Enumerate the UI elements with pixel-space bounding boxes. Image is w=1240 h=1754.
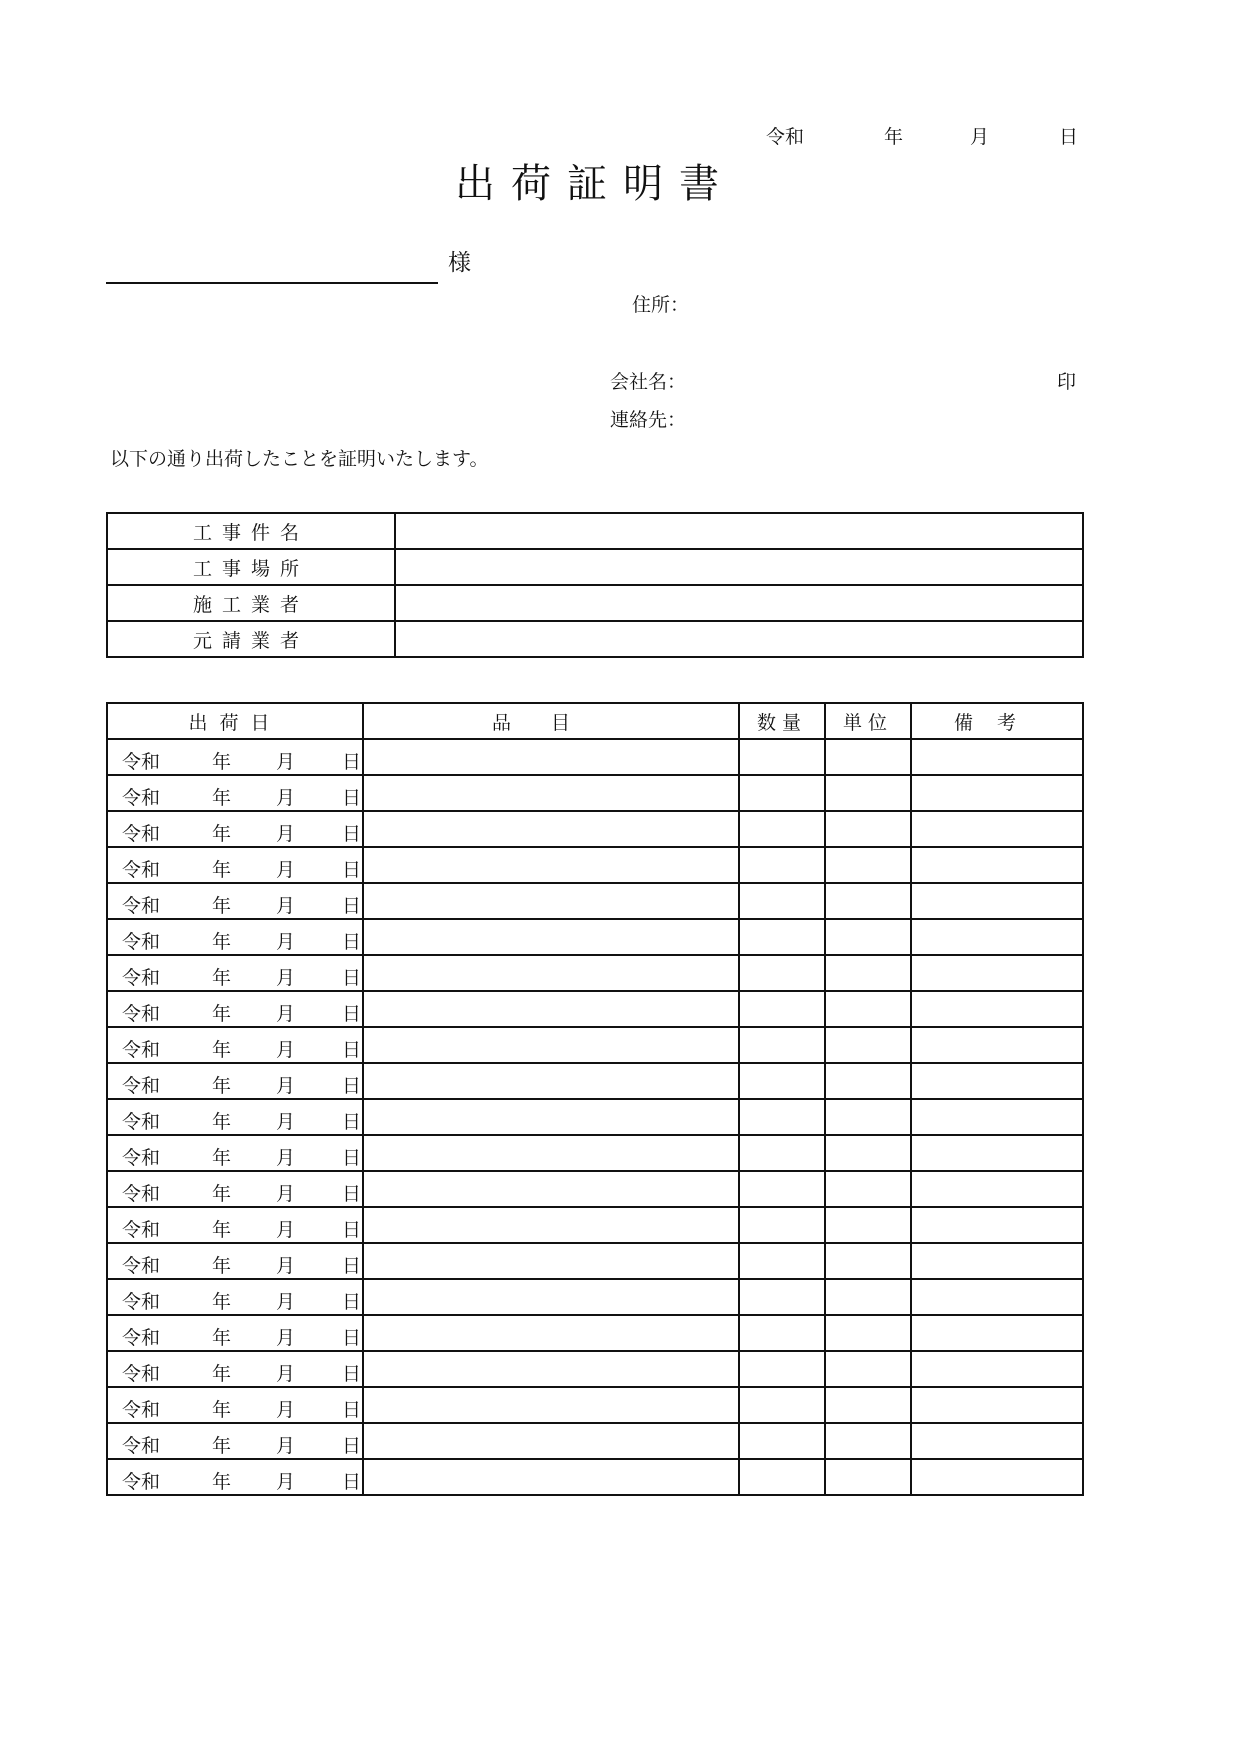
row-quantity[interactable] [739, 1387, 825, 1423]
row-date-day: 日 [342, 1435, 362, 1457]
row-date-year: 年 [212, 1075, 232, 1097]
row-date-month: 月 [276, 1291, 296, 1313]
row-date-era: 令和 [122, 787, 161, 809]
row-date-month: 月 [276, 967, 296, 989]
info-row [107, 621, 1083, 657]
row-remarks[interactable] [911, 919, 1083, 955]
row-date-day: 日 [342, 1291, 362, 1313]
row-quantity[interactable] [739, 739, 825, 775]
table-row [107, 1171, 1083, 1207]
row-date-month: 月 [276, 787, 296, 809]
row-unit[interactable] [825, 1351, 911, 1387]
row-quantity[interactable] [739, 1171, 825, 1207]
row-remarks[interactable] [911, 1387, 1083, 1423]
row-ship-date[interactable] [107, 1027, 363, 1063]
row-item[interactable] [363, 955, 739, 991]
row-date-day: 日 [342, 823, 362, 845]
table-row [107, 955, 1083, 991]
info-row-label: 施工業者 [107, 585, 395, 621]
row-item[interactable] [363, 1243, 739, 1279]
row-item[interactable] [363, 1063, 739, 1099]
row-ship-date[interactable] [107, 847, 363, 883]
row-ship-date[interactable] [107, 1207, 363, 1243]
row-unit[interactable] [825, 955, 911, 991]
row-item[interactable] [363, 1423, 739, 1459]
row-remarks[interactable] [911, 1423, 1083, 1459]
row-date-year: 年 [212, 967, 232, 989]
row-unit[interactable] [825, 1279, 911, 1315]
info-row-label: 元請業者 [107, 621, 395, 657]
row-date-day: 日 [342, 1255, 362, 1277]
row-date-day: 日 [342, 895, 362, 917]
row-date-day: 日 [342, 787, 362, 809]
row-date-day: 日 [342, 1399, 362, 1421]
row-remarks[interactable] [911, 739, 1083, 775]
row-remarks[interactable] [911, 1171, 1083, 1207]
row-quantity[interactable] [739, 955, 825, 991]
project-info-table [106, 512, 1084, 658]
row-ship-date[interactable] [107, 955, 363, 991]
row-quantity[interactable] [739, 1243, 825, 1279]
row-date-month: 月 [276, 1003, 296, 1025]
table-row [107, 919, 1083, 955]
row-date-day: 日 [342, 931, 362, 953]
row-ship-date[interactable] [107, 775, 363, 811]
intro-text: 以下の通り出荷したことを証明いたします。 [110, 448, 489, 470]
row-date-year: 年 [212, 895, 232, 917]
row-quantity[interactable] [739, 1027, 825, 1063]
recipient-name-line[interactable] [106, 282, 438, 284]
row-remarks[interactable] [911, 775, 1083, 811]
row-unit[interactable] [825, 1423, 911, 1459]
row-item[interactable] [363, 1027, 739, 1063]
row-unit[interactable] [825, 883, 911, 919]
row-date-month: 月 [276, 1147, 296, 1169]
row-date-day: 日 [342, 1471, 362, 1493]
row-unit[interactable] [825, 1315, 911, 1351]
row-date-year: 年 [212, 1471, 232, 1493]
info-row [107, 549, 1083, 585]
row-remarks[interactable] [911, 1243, 1083, 1279]
row-date-era: 令和 [122, 967, 161, 989]
row-date-year: 年 [212, 1219, 232, 1241]
info-row [107, 513, 1083, 549]
row-quantity[interactable] [739, 991, 825, 1027]
table-row [107, 1351, 1083, 1387]
row-item[interactable] [363, 1351, 739, 1387]
row-unit[interactable] [825, 775, 911, 811]
row-unit[interactable] [825, 1387, 911, 1423]
table-row [107, 1243, 1083, 1279]
row-date-year: 年 [212, 1111, 232, 1133]
row-remarks[interactable] [911, 1351, 1083, 1387]
table-row [107, 1459, 1083, 1495]
row-ship-date[interactable] [107, 1459, 363, 1495]
table-row [107, 883, 1083, 919]
row-date-month: 月 [276, 1075, 296, 1097]
col-header-item: 品目 [363, 703, 739, 739]
table-row [107, 1315, 1083, 1351]
row-date-month: 月 [276, 1327, 296, 1349]
row-item[interactable] [363, 1099, 739, 1135]
row-ship-date[interactable] [107, 1135, 363, 1171]
info-row-label: 工事場所 [107, 549, 395, 585]
issue-date-era: 令和 [766, 126, 805, 148]
row-unit[interactable] [825, 1207, 911, 1243]
row-quantity[interactable] [739, 1423, 825, 1459]
row-date-day: 日 [342, 1075, 362, 1097]
row-date-era: 令和 [122, 1219, 161, 1241]
row-quantity[interactable] [739, 1135, 825, 1171]
shipment-items-table [106, 702, 1084, 1496]
info-row-value[interactable] [395, 549, 1083, 585]
row-date-month: 月 [276, 1039, 296, 1061]
row-remarks[interactable] [911, 1459, 1083, 1495]
row-unit[interactable] [825, 1063, 911, 1099]
issue-date-day: 日 [1059, 126, 1079, 148]
row-quantity[interactable] [739, 1279, 825, 1315]
row-date-era: 令和 [122, 1435, 161, 1457]
company-label: 会社名： [610, 371, 687, 393]
row-quantity[interactable] [739, 1315, 825, 1351]
row-quantity[interactable] [739, 1459, 825, 1495]
row-date-year: 年 [212, 751, 232, 773]
row-item[interactable] [363, 1279, 739, 1315]
items-header-row [107, 703, 1083, 739]
row-remarks[interactable] [911, 811, 1083, 847]
info-row-label: 工事件名 [107, 513, 395, 549]
table-row [107, 1279, 1083, 1315]
row-quantity[interactable] [739, 811, 825, 847]
row-remarks[interactable] [911, 883, 1083, 919]
row-ship-date[interactable] [107, 1387, 363, 1423]
row-date-era: 令和 [122, 1111, 161, 1133]
row-item[interactable] [363, 811, 739, 847]
row-ship-date[interactable] [107, 1279, 363, 1315]
col-header-quantity: 数量 [739, 703, 825, 739]
row-date-month: 月 [276, 1255, 296, 1277]
row-date-era: 令和 [122, 1363, 161, 1385]
row-quantity[interactable] [739, 1099, 825, 1135]
row-date-era: 令和 [122, 1399, 161, 1421]
row-unit[interactable] [825, 1459, 911, 1495]
row-ship-date[interactable] [107, 1243, 363, 1279]
row-date-era: 令和 [122, 1291, 161, 1313]
row-date-day: 日 [342, 751, 362, 773]
row-date-year: 年 [212, 1183, 232, 1205]
table-row [107, 1387, 1083, 1423]
row-unit[interactable] [825, 847, 911, 883]
row-quantity[interactable] [739, 1351, 825, 1387]
row-unit[interactable] [825, 919, 911, 955]
row-date-year: 年 [212, 1003, 232, 1025]
row-ship-date[interactable] [107, 883, 363, 919]
row-ship-date[interactable] [107, 919, 363, 955]
col-header-remarks: 備考 [911, 703, 1083, 739]
row-item[interactable] [363, 847, 739, 883]
row-quantity[interactable] [739, 775, 825, 811]
row-date-day: 日 [342, 1039, 362, 1061]
row-item[interactable] [363, 991, 739, 1027]
row-date-year: 年 [212, 1399, 232, 1421]
row-date-month: 月 [276, 895, 296, 917]
table-row [107, 1063, 1083, 1099]
row-date-era: 令和 [122, 859, 161, 881]
row-date-month: 月 [276, 931, 296, 953]
row-item[interactable] [363, 919, 739, 955]
row-ship-date[interactable] [107, 811, 363, 847]
row-date-day: 日 [342, 1183, 362, 1205]
row-date-year: 年 [212, 787, 232, 809]
row-date-month: 月 [276, 1111, 296, 1133]
row-date-era: 令和 [122, 823, 161, 845]
row-date-year: 年 [212, 1147, 232, 1169]
row-date-era: 令和 [122, 1471, 161, 1493]
row-quantity[interactable] [739, 1207, 825, 1243]
row-item[interactable] [363, 1171, 739, 1207]
row-remarks[interactable] [911, 1315, 1083, 1351]
row-unit[interactable] [825, 739, 911, 775]
row-date-era: 令和 [122, 1327, 161, 1349]
row-remarks[interactable] [911, 991, 1083, 1027]
issue-date-year: 年 [884, 126, 904, 148]
row-remarks[interactable] [911, 955, 1083, 991]
row-date-day: 日 [342, 967, 362, 989]
table-row [107, 739, 1083, 775]
row-date-era: 令和 [122, 1183, 161, 1205]
row-unit[interactable] [825, 1099, 911, 1135]
row-date-day: 日 [342, 1363, 362, 1385]
row-date-era: 令和 [122, 1255, 161, 1277]
seal-mark: 印 [1057, 371, 1077, 393]
row-quantity[interactable] [739, 847, 825, 883]
row-date-era: 令和 [122, 1147, 161, 1169]
row-ship-date[interactable] [107, 1063, 363, 1099]
row-date-month: 月 [276, 1435, 296, 1457]
row-unit[interactable] [825, 1135, 911, 1171]
row-date-era: 令和 [122, 1039, 161, 1061]
contact-label: 連絡先： [610, 409, 687, 431]
info-row [107, 585, 1083, 621]
row-date-era: 令和 [122, 931, 161, 953]
row-ship-date[interactable] [107, 1099, 363, 1135]
row-date-month: 月 [276, 1183, 296, 1205]
row-date-year: 年 [212, 823, 232, 845]
info-row-value[interactable] [395, 585, 1083, 621]
row-date-month: 月 [276, 1471, 296, 1493]
table-row [107, 1207, 1083, 1243]
row-item[interactable] [363, 1459, 739, 1495]
row-date-month: 月 [276, 1399, 296, 1421]
row-item[interactable] [363, 1135, 739, 1171]
recipient-honorific: 様 [448, 250, 471, 276]
row-quantity[interactable] [739, 919, 825, 955]
row-date-year: 年 [212, 1435, 232, 1457]
row-date-era: 令和 [122, 1003, 161, 1025]
row-quantity[interactable] [739, 1063, 825, 1099]
row-date-year: 年 [212, 1291, 232, 1313]
row-ship-date[interactable] [107, 1171, 363, 1207]
table-row [107, 1099, 1083, 1135]
row-date-year: 年 [212, 931, 232, 953]
row-item[interactable] [363, 1387, 739, 1423]
row-date-year: 年 [212, 859, 232, 881]
row-unit[interactable] [825, 991, 911, 1027]
row-unit[interactable] [825, 1171, 911, 1207]
row-date-day: 日 [342, 1147, 362, 1169]
row-date-month: 月 [276, 859, 296, 881]
table-row [107, 1423, 1083, 1459]
row-date-month: 月 [276, 1219, 296, 1241]
document-title: 出荷証明書 [455, 161, 735, 207]
row-date-month: 月 [276, 751, 296, 773]
row-date-month: 月 [276, 823, 296, 845]
row-remarks[interactable] [911, 1099, 1083, 1135]
row-quantity[interactable] [739, 883, 825, 919]
row-date-era: 令和 [122, 751, 161, 773]
row-date-day: 日 [342, 1327, 362, 1349]
row-date-day: 日 [342, 859, 362, 881]
row-ship-date[interactable] [107, 1423, 363, 1459]
issue-date [0, 122, 1240, 146]
row-date-era: 令和 [122, 895, 161, 917]
table-row [107, 811, 1083, 847]
row-date-year: 年 [212, 1039, 232, 1061]
row-item[interactable] [363, 1315, 739, 1351]
col-header-ship-date: 出荷日 [107, 703, 363, 739]
row-date-month: 月 [276, 1363, 296, 1385]
table-row [107, 991, 1083, 1027]
row-unit[interactable] [825, 1243, 911, 1279]
info-row-value[interactable] [395, 621, 1083, 657]
col-header-unit: 単位 [825, 703, 911, 739]
table-row [107, 775, 1083, 811]
row-remarks[interactable] [911, 1135, 1083, 1171]
row-remarks[interactable] [911, 1279, 1083, 1315]
row-item[interactable] [363, 1207, 739, 1243]
info-row-value[interactable] [395, 513, 1083, 549]
row-date-year: 年 [212, 1327, 232, 1349]
row-date-day: 日 [342, 1003, 362, 1025]
row-date-day: 日 [342, 1219, 362, 1241]
row-unit[interactable] [825, 811, 911, 847]
row-ship-date[interactable] [107, 739, 363, 775]
row-item[interactable] [363, 739, 739, 775]
row-item[interactable] [363, 883, 739, 919]
table-row [107, 1027, 1083, 1063]
row-remarks[interactable] [911, 1207, 1083, 1243]
table-row [107, 847, 1083, 883]
row-item[interactable] [363, 775, 739, 811]
row-remarks[interactable] [911, 1027, 1083, 1063]
row-ship-date[interactable] [107, 1351, 363, 1387]
row-remarks[interactable] [911, 847, 1083, 883]
row-ship-date[interactable] [107, 1315, 363, 1351]
table-row [107, 1135, 1083, 1171]
row-remarks[interactable] [911, 1063, 1083, 1099]
row-ship-date[interactable] [107, 991, 363, 1027]
issue-date-month: 月 [970, 126, 990, 148]
row-date-year: 年 [212, 1363, 232, 1385]
address-label: 住所： [632, 294, 690, 316]
row-date-year: 年 [212, 1255, 232, 1277]
row-unit[interactable] [825, 1027, 911, 1063]
row-date-day: 日 [342, 1111, 362, 1133]
row-date-era: 令和 [122, 1075, 161, 1097]
